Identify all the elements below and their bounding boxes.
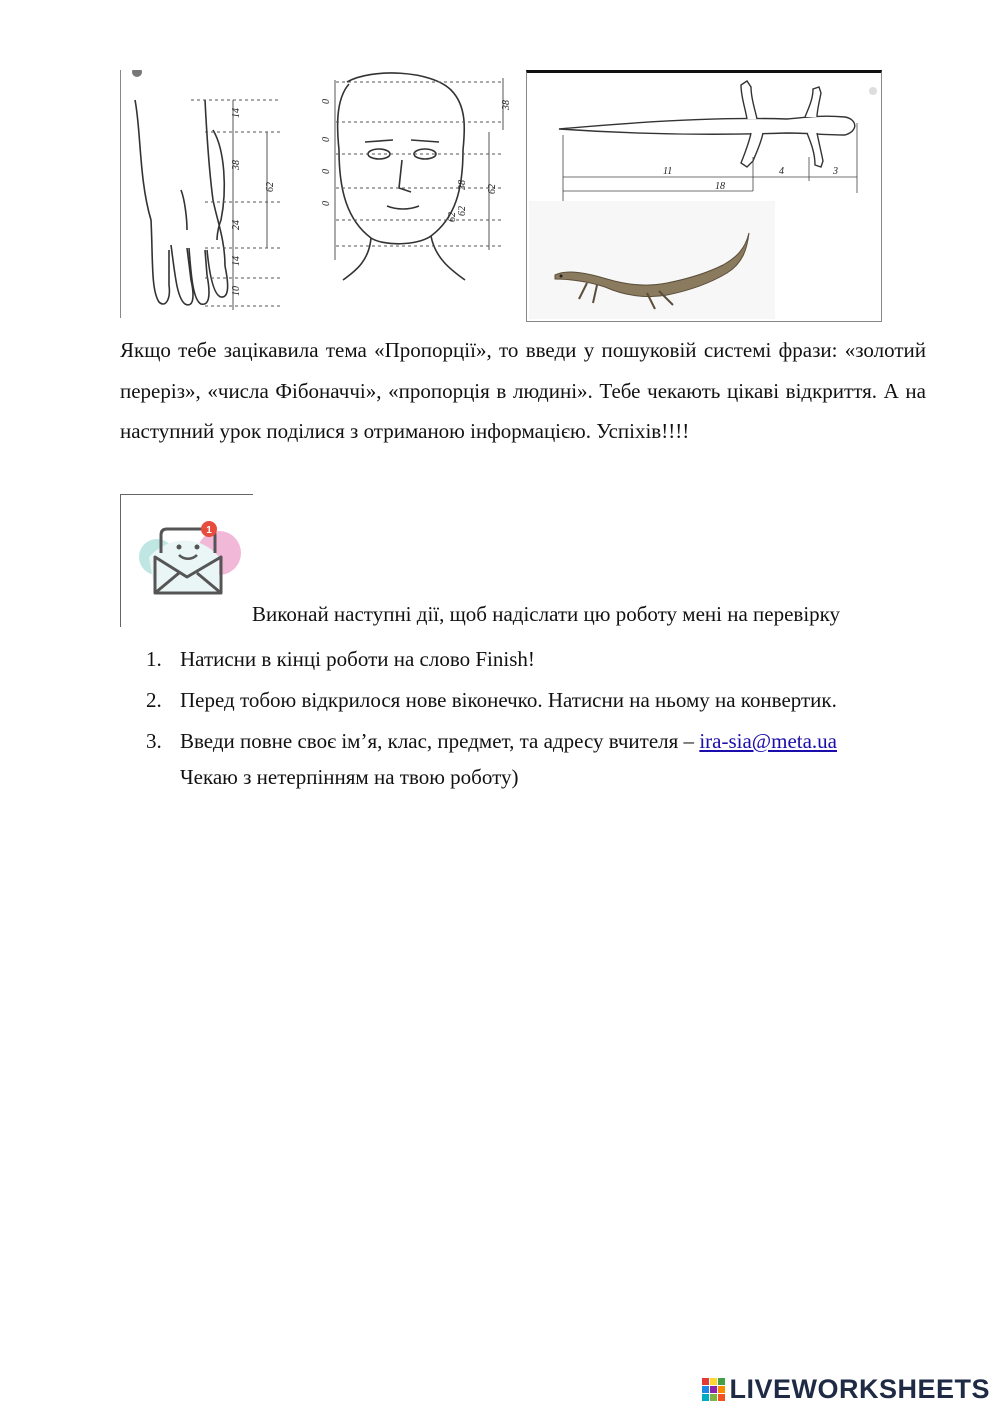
proportions-figure [120, 70, 527, 318]
step-text: Перед тобою відкрилося нове віконечко. Натисни на ньому на конвертик. [180, 688, 837, 712]
list-item [146, 724, 837, 765]
lizard-dim-label: 18 [715, 181, 725, 192]
face-dim-label: 38 [501, 100, 512, 110]
envelope-icon [121, 495, 253, 627]
hand-dim-label: 38 [231, 160, 242, 170]
list-number: 1. [146, 647, 162, 671]
lizard-sketch [527, 73, 881, 321]
hand-dim-label: 62 [265, 182, 276, 192]
step-text: Введи повне своє ім’я, клас, предмет, та адресу вчителя – [180, 729, 700, 753]
face-dim-label: 38 [457, 180, 468, 190]
list-item [146, 642, 837, 683]
list-item [146, 683, 837, 724]
instructions-list [146, 642, 837, 765]
mail-icon-box [120, 494, 253, 627]
instructions-lead: Виконай наступні дії, щоб надіслати цю роботу мені на перевірку [252, 602, 841, 626]
face-dim-label: 62 [447, 212, 458, 222]
list-number: 2. [146, 688, 162, 712]
liveworksheets-logo-icon [702, 1378, 726, 1402]
lizard-dim-label: 3 [833, 166, 838, 177]
notification-badge: 1 [206, 525, 212, 536]
hand-dim-label: 14 [231, 108, 242, 118]
closing-line: Чекаю з нетерпінням на твою роботу) [180, 765, 519, 789]
face-dim-label: 0 [321, 201, 332, 206]
liveworksheets-logo [702, 1374, 990, 1405]
intro-paragraph: Якщо тебе зацікавила тема «Пропорції», то введи у пошуковій системі фрази: «золотий переріз», «числа Фібоначчі», «пропорція в людині». Тебе чекають цікаві відкриття. А на наступний урок поділися з отриманою інформацією. Успіхів!!!! [120, 338, 926, 443]
lizard-dim-label: 4 [779, 166, 784, 177]
face-dim-label: 62 [487, 184, 498, 194]
face-dim-label: 0 [321, 137, 332, 142]
hand-dim-label: 24 [231, 220, 242, 230]
hand-dim-label: 14 [231, 256, 242, 266]
face-dim-label: 0 [321, 99, 332, 104]
teacher-email-link[interactable]: ira-sia@meta.ua [699, 729, 838, 753]
lizard-figure [526, 70, 882, 322]
hand-dim-label: 10 [231, 286, 242, 296]
lizard-dim-label: 11 [663, 166, 673, 177]
hand-face-sketch [121, 70, 527, 318]
list-number: 3. [146, 729, 162, 753]
face-dim-label: 62 [457, 206, 468, 216]
step-text: Натисни в кінці роботи на слово Finish! [180, 647, 535, 671]
face-dim-label: 0 [321, 169, 332, 174]
brand-name: LIVEWORKSHEETS [729, 1374, 990, 1404]
